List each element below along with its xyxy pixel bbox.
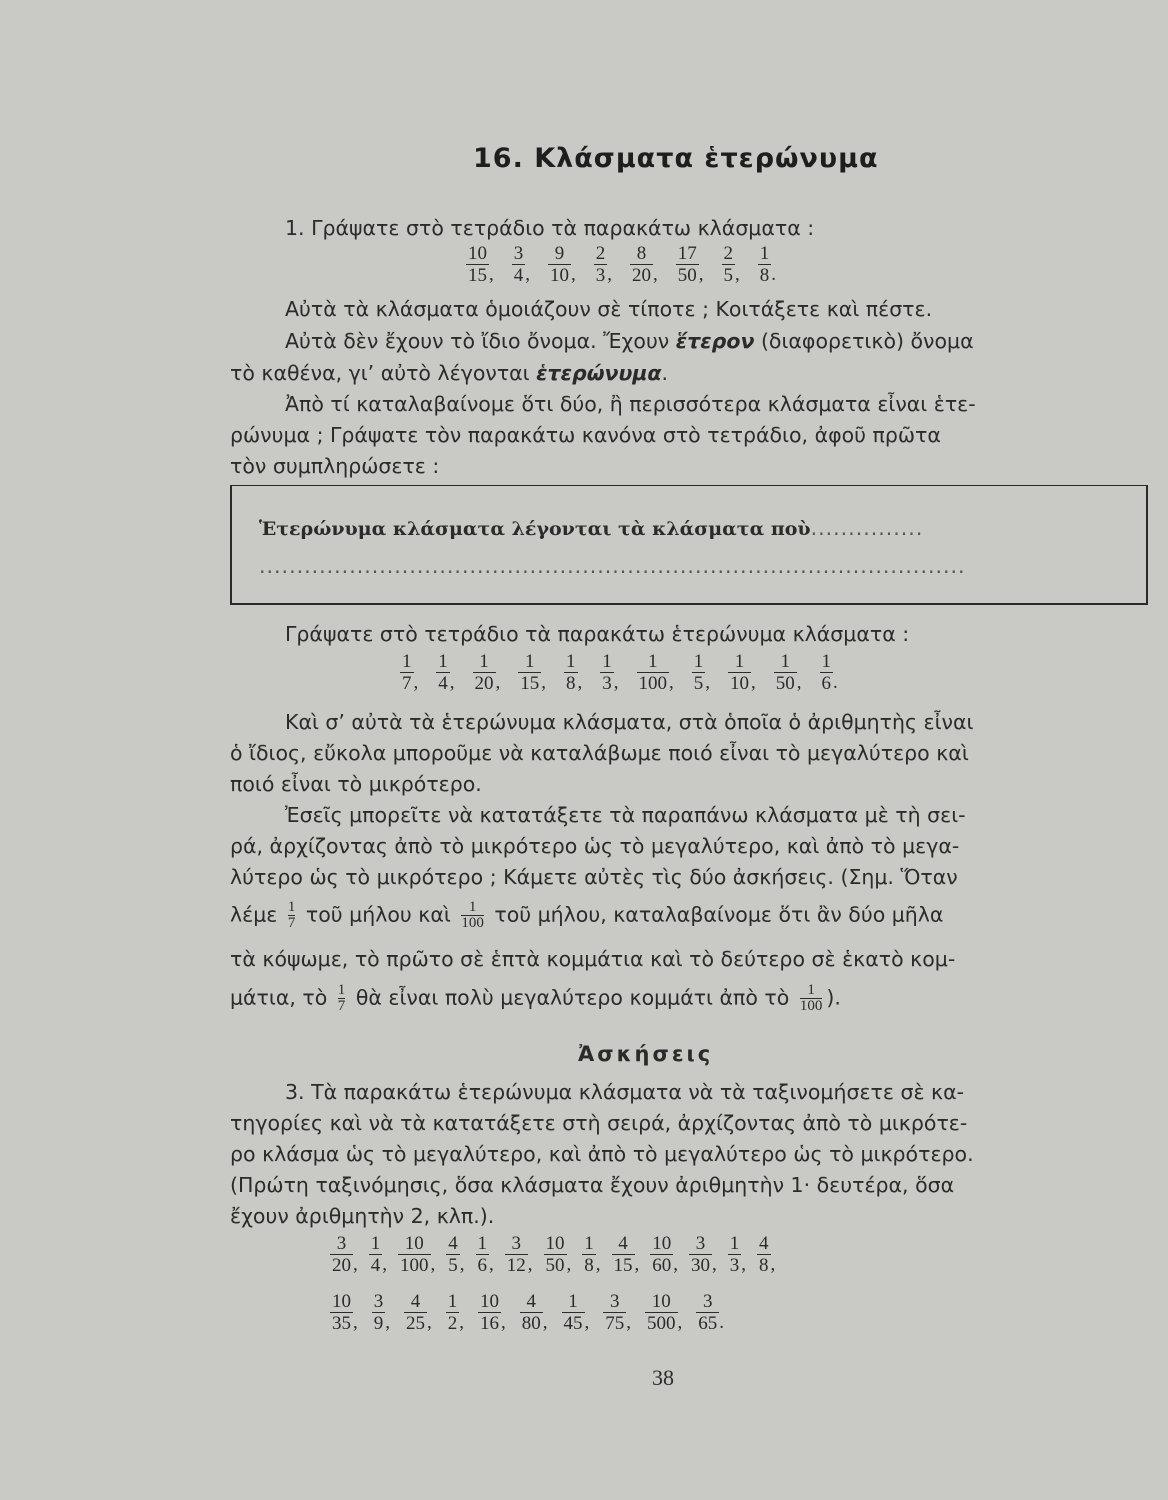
fraction-numerator: 10: [651, 1291, 671, 1312]
ex1-line2: [285, 327, 974, 355]
fraction-numerator: 4: [410, 1291, 421, 1312]
fraction-denominator: 5: [693, 673, 704, 694]
fraction-numerator: 8: [636, 243, 647, 264]
fraction-numerator: 10: [545, 1233, 565, 1254]
fraction-denominator: 3: [729, 1255, 740, 1276]
fraction-separator: ,: [459, 1312, 464, 1333]
fraction-separator: ,: [525, 264, 530, 285]
fraction: [562, 1292, 585, 1334]
fraction-denominator: 50: [775, 673, 795, 694]
fraction-denominator: 15: [520, 673, 540, 694]
ex1-prompt: 1. Γράψατε στὸ τετράδιο τὰ παρακάτω κλάσματα :: [285, 216, 815, 240]
fraction-separator: ,: [669, 672, 674, 693]
fraction-denominator: 8: [759, 265, 770, 286]
fraction-numerator: 4: [448, 1233, 458, 1254]
fraction: [728, 652, 751, 694]
term-eteron: ἕτερον: [675, 329, 755, 353]
ex2-p6: λύτερο ὡς τὸ μικρότερο ; Κάμετε αὐτὲς τὶς δύο ἀσκήσεις. (Σημ. Ὅταν: [230, 865, 958, 889]
ex1-line4: Ἀπὸ τί καταλαβαίνομε ὅτι δύο, ἢ περισσότερα κλάσματα εἶναι ἑτε-: [285, 392, 976, 416]
fraction-separator: .: [771, 264, 776, 285]
ex1-line3-period: .: [661, 361, 669, 385]
fraction-numerator: 1: [287, 899, 296, 915]
fraction-numerator: 3: [373, 1291, 384, 1312]
fraction-numerator: 1: [734, 651, 745, 672]
ex2-p7-text-b: τοῦ μήλου καὶ: [305, 902, 451, 927]
fraction-separator: ,: [542, 1312, 548, 1333]
fraction-numerator: 1: [468, 899, 477, 915]
fraction-separator: ,: [449, 672, 455, 693]
fraction-denominator: 100: [461, 915, 484, 931]
fraction-numerator: 1: [780, 651, 790, 672]
fraction-separator: .: [719, 1312, 724, 1333]
fraction-separator: ,: [698, 264, 704, 285]
fraction: [637, 652, 670, 694]
ex2-p9: [230, 983, 841, 1014]
fraction: [692, 652, 706, 694]
fraction: [612, 1234, 635, 1276]
fraction-separator: ,: [705, 672, 710, 693]
fraction-denominator: 5: [448, 1255, 458, 1276]
fraction-separator: ,: [489, 1254, 494, 1275]
fraction-numerator: 1: [807, 982, 815, 998]
ex2-p1: Καὶ σ’ αὐτὰ τὰ ἑτερώνυμα κλάσματα, στὰ ὁποῖα ὁ ἀριθμητὴς εἶναι: [285, 710, 974, 734]
ex1-line3: [230, 359, 668, 387]
inline-fraction-1-7: [288, 900, 296, 931]
fraction-denominator: 7: [287, 915, 296, 931]
fraction-denominator: 35: [332, 1313, 351, 1334]
fraction: [505, 1234, 528, 1276]
fraction-separator: ,: [595, 1254, 601, 1275]
fraction-numerator: 1: [566, 651, 576, 672]
ex2-p8: τὰ κόψωμε, τὸ πρῶτο σὲ ἑπτὰ κομμάτια καὶ τὸ δεύτερο σὲ ἑκατὸ κομ-: [230, 947, 956, 971]
fraction-denominator: 6: [821, 673, 831, 694]
ex2-p9-text-b: θὰ εἶναι πολὺ μεγαλύτερο κομμάτι ἀπὸ τὸ: [355, 985, 790, 1010]
term-eteronyma: ἑτερώνυμα: [536, 361, 662, 385]
fraction: [594, 244, 608, 286]
fraction: [478, 1292, 501, 1334]
fraction-numerator: 4: [526, 1291, 536, 1312]
fraction-separator: ,: [527, 1254, 533, 1275]
fraction-denominator: 5: [723, 265, 733, 286]
fraction-separator: .: [833, 672, 838, 693]
fraction-numerator: 1: [479, 651, 489, 672]
fraction: [398, 1234, 431, 1276]
fraction: [676, 244, 699, 286]
fraction: [603, 1292, 626, 1334]
fraction: [774, 652, 797, 694]
fraction-denominator: 2: [447, 1313, 458, 1334]
fraction: [696, 1292, 719, 1334]
ex1-line5: ρώνυμα ; Γράψατε τὸν παρακάτω κανόνα στὸ τετράδιο, ἀφοῦ πρῶτα: [230, 423, 941, 447]
fraction-denominator: 7: [402, 673, 412, 694]
fraction-denominator: 16: [480, 1313, 499, 1334]
fraction-numerator: 1: [602, 651, 612, 672]
ex3-l3: ρο κλάσμα ὡς τὸ μεγαλύτερο, καὶ ἀπὸ τὸ μεγαλύτερο ὡς τὸ μικρότερο.: [230, 1142, 974, 1166]
fraction-numerator: 9: [554, 243, 565, 264]
fraction-numerator: 17: [677, 243, 697, 264]
fraction-separator: ,: [677, 1312, 683, 1333]
fraction: [728, 1234, 742, 1276]
inline-fraction-1-7: [338, 983, 346, 1014]
fraction-denominator: 500: [647, 1313, 676, 1334]
fraction-numerator: 10: [404, 1233, 424, 1254]
ex2-p2: ὁ ἴδιος, εὔκολα μποροῦμε νὰ καταλάβωμε ποιό εἶναι τὸ μεγαλύτερο καὶ: [230, 741, 969, 765]
fraction-denominator: 20: [474, 673, 494, 694]
ex2-prompt: Γράψατε στὸ τετράδιο τὰ παρακάτω ἑτερώνυμα κλάσματα :: [285, 622, 910, 646]
ex2-p9-text-a: μάτια, τὸ: [230, 985, 328, 1010]
ex1-fractions: [466, 244, 794, 286]
fraction-numerator: 1: [337, 982, 346, 998]
fraction-separator: ,: [634, 1254, 640, 1275]
fraction-separator: ,: [382, 1254, 387, 1275]
fraction-denominator: 9: [373, 1313, 384, 1334]
fraction: [330, 1292, 353, 1334]
ex1-line6: τὸν συμπληρώσετε :: [230, 454, 440, 478]
fraction-denominator: 20: [332, 1255, 351, 1276]
fraction-separator: ,: [459, 1254, 465, 1275]
fraction-separator: ,: [495, 672, 501, 693]
rule-line1: [259, 514, 923, 543]
ex1-line3-text: τὸ καθένα, γι’ αὐτὸ λέγονται: [230, 361, 537, 385]
fraction: [645, 1292, 678, 1334]
ex1-question: Αὐτὰ τὰ κλάσματα ὁμοιάζουν σὲ τίποτε ; Κοιτάξετε καὶ πέστε.: [285, 297, 933, 321]
fraction-denominator: 20: [632, 265, 651, 286]
fraction-separator: ,: [751, 672, 756, 693]
fraction: [650, 1234, 673, 1276]
fraction-numerator: 1: [477, 1233, 487, 1254]
fraction-numerator: 3: [511, 1233, 521, 1254]
ex2-p4: Ἐσεῖς μπορεῖτε νὰ κατατάξετε τὰ παραπάνω κλάσματα μὲ τὴ σει-: [285, 803, 966, 827]
rule-blank-2[interactable]: ..............................................................................................: [259, 554, 966, 578]
ex3-l1: 3. Τὰ παρακάτω ἑτερώνυμα κλάσματα νὰ τὰ ταξινομήσετε σὲ κα-: [285, 1080, 965, 1104]
fraction-denominator: 8: [566, 673, 576, 694]
fraction-separator: ,: [653, 264, 658, 285]
fraction-denominator: 7: [337, 998, 346, 1014]
page-title: 16. Κλάσματα ἑτερώνυμα: [473, 143, 879, 174]
fraction: [473, 652, 496, 694]
rule-blank-1[interactable]: ...............: [810, 516, 924, 540]
fraction-separator: ,: [541, 672, 546, 693]
fraction-denominator: 15: [613, 1255, 633, 1276]
fraction-denominator: 25: [406, 1313, 425, 1334]
fraction-numerator: 1: [648, 651, 658, 672]
fraction: [436, 652, 450, 694]
inline-fraction-1-100: [800, 983, 823, 1014]
fraction-denominator: 80: [521, 1313, 541, 1334]
fraction-denominator: 100: [638, 673, 667, 694]
fraction-separator: ,: [735, 264, 740, 285]
fraction-denominator: 15: [468, 265, 487, 286]
fraction-denominator: 100: [799, 998, 823, 1014]
fraction-separator: ,: [430, 1254, 436, 1275]
fraction-numerator: 2: [723, 243, 733, 264]
ex2-p5: ρά, ἀρχίζοντας ἀπὸ τὸ μικρότερο ὡς τὸ μεγαλύτερο, καὶ ἀπὸ τὸ μεγα-: [230, 834, 960, 858]
ex3-fractions-row1: [330, 1234, 786, 1276]
ex2-p7-text-c: τοῦ μήλου, καταλαβαίνομε ὅτι ἂν δύο μῆλα: [494, 902, 944, 927]
fraction-separator: ,: [501, 1312, 506, 1333]
fraction-separator: ,: [626, 1312, 631, 1333]
fraction-separator: ,: [353, 1254, 358, 1275]
fraction-denominator: 3: [595, 265, 606, 286]
fraction-numerator: 1: [447, 1291, 458, 1312]
fraction: [630, 244, 653, 286]
ex3-l4: (Πρώτη ταξινόμησις, ὅσα κλάσματα ἔχουν ἀριθμητὴν 1· δευτέρα, ὅσα: [230, 1173, 955, 1197]
fraction-denominator: 45: [563, 1313, 583, 1334]
fraction-numerator: 3: [513, 243, 524, 264]
ex2-p3: ποιό εἶναι τὸ μικρότερο.: [230, 772, 482, 796]
fraction-numerator: 1: [402, 651, 412, 672]
fraction-denominator: 50: [677, 265, 697, 286]
fraction-denominator: 3: [602, 673, 612, 694]
fraction-separator: ,: [712, 1254, 717, 1275]
fraction: [544, 1234, 567, 1276]
fraction-numerator: 10: [468, 243, 487, 264]
fraction-numerator: 1: [370, 1233, 381, 1254]
fraction: [600, 652, 614, 694]
fraction-separator: ,: [584, 1312, 590, 1333]
ex2-fractions: [400, 652, 856, 694]
fraction-denominator: 8: [584, 1255, 594, 1276]
fraction-denominator: 4: [438, 673, 448, 694]
fraction-separator: ,: [796, 672, 802, 693]
fraction: [404, 1292, 427, 1334]
fraction-separator: ,: [770, 1254, 776, 1275]
fraction-numerator: 4: [618, 1233, 628, 1254]
ex2-p9-text-c: ).: [826, 985, 841, 1010]
fraction-numerator: 3: [703, 1291, 713, 1312]
fraction: [476, 1234, 490, 1276]
fraction: [372, 1292, 386, 1334]
fraction-denominator: 100: [400, 1255, 429, 1276]
ex3-l2: τηγορίες καὶ νὰ τὰ κατατάξετε στὴ σειρά, ἀρχίζοντας ἀπὸ τὸ μικρότε-: [230, 1111, 968, 1135]
fraction: [722, 244, 736, 286]
fraction-separator: ,: [571, 264, 576, 285]
fraction: [518, 652, 541, 694]
fraction-denominator: 8: [759, 1255, 769, 1276]
fraction-separator: ,: [577, 672, 583, 693]
rule-line2: [259, 552, 966, 580]
fraction-separator: ,: [427, 1312, 432, 1333]
fraction-numerator: 2: [595, 243, 606, 264]
fraction-separator: ,: [566, 1254, 572, 1275]
fraction-separator: ,: [413, 672, 419, 693]
fraction-separator: ,: [741, 1254, 746, 1275]
fraction-numerator: 1: [584, 1233, 594, 1254]
rule-text: Ἑτερώνυμα κλάσματα λέγονται τὰ κλάσματα ποὺ: [259, 518, 811, 540]
fraction: [512, 244, 526, 286]
page-number: 38: [652, 1365, 674, 1390]
fraction-denominator: 50: [545, 1255, 565, 1276]
fraction-numerator: 10: [480, 1291, 499, 1312]
ex1-line2-text: Αὐτὰ δὲν ἔχουν τὸ ἴδιο ὄνομα. Ἔχουν: [285, 329, 676, 353]
fraction-denominator: 12: [506, 1255, 526, 1276]
fraction: [369, 1234, 383, 1276]
fraction: [582, 1234, 596, 1276]
fraction-numerator: 1: [729, 1233, 740, 1254]
fraction: [446, 1292, 460, 1334]
fraction: [564, 652, 578, 694]
fraction: [466, 244, 489, 286]
fraction-numerator: 1: [821, 651, 831, 672]
fraction-denominator: 10: [550, 265, 569, 286]
fraction: [548, 244, 571, 286]
fraction-numerator: 10: [652, 1233, 672, 1254]
ex3-fractions-row2: [330, 1292, 738, 1334]
fraction-denominator: 60: [652, 1255, 672, 1276]
ex1-line2-text-end: (διαφορετικὸ) ὄνομα: [754, 329, 974, 353]
fraction-separator: ,: [353, 1312, 358, 1333]
fraction-denominator: 75: [605, 1313, 625, 1334]
fraction-denominator: 30: [691, 1255, 710, 1276]
fraction-numerator: 1: [438, 651, 448, 672]
fraction: [446, 1234, 460, 1276]
inline-fraction-1-100: [461, 900, 484, 931]
fraction-separator: ,: [673, 1254, 678, 1275]
fraction: [758, 244, 772, 286]
fraction-numerator: 1: [568, 1291, 578, 1312]
fraction-separator: ,: [607, 264, 612, 285]
exercises-heading: Ἀσκήσεις: [578, 1042, 714, 1066]
fraction-numerator: 3: [336, 1233, 347, 1254]
fraction-denominator: 10: [730, 673, 749, 694]
fraction-denominator: 6: [477, 1255, 487, 1276]
fraction-denominator: 4: [370, 1255, 381, 1276]
fraction-numerator: 4: [759, 1233, 769, 1254]
fraction: [400, 652, 414, 694]
fraction-numerator: 1: [525, 651, 535, 672]
fraction-numerator: 1: [759, 243, 770, 264]
fraction: [820, 652, 834, 694]
fraction-separator: ,: [613, 672, 619, 693]
ex3-l5: ἔχουν ἀριθμητὴν 2, κλπ.).: [230, 1204, 495, 1228]
ex2-p7-text-a: λέμε: [230, 902, 278, 927]
fraction: [757, 1234, 771, 1276]
fraction-separator: ,: [489, 264, 494, 285]
fraction: [520, 1292, 543, 1334]
fraction-numerator: 10: [332, 1291, 351, 1312]
fraction-denominator: 65: [698, 1313, 718, 1334]
fraction-numerator: 3: [695, 1233, 706, 1254]
fraction: [689, 1234, 712, 1276]
fraction: [330, 1234, 353, 1276]
fraction-denominator: 4: [513, 265, 524, 286]
ex2-p7: [230, 900, 943, 931]
fraction-separator: ,: [385, 1312, 390, 1333]
fraction-numerator: 1: [693, 651, 704, 672]
fraction-numerator: 3: [610, 1291, 620, 1312]
rule-box: [230, 485, 1148, 605]
